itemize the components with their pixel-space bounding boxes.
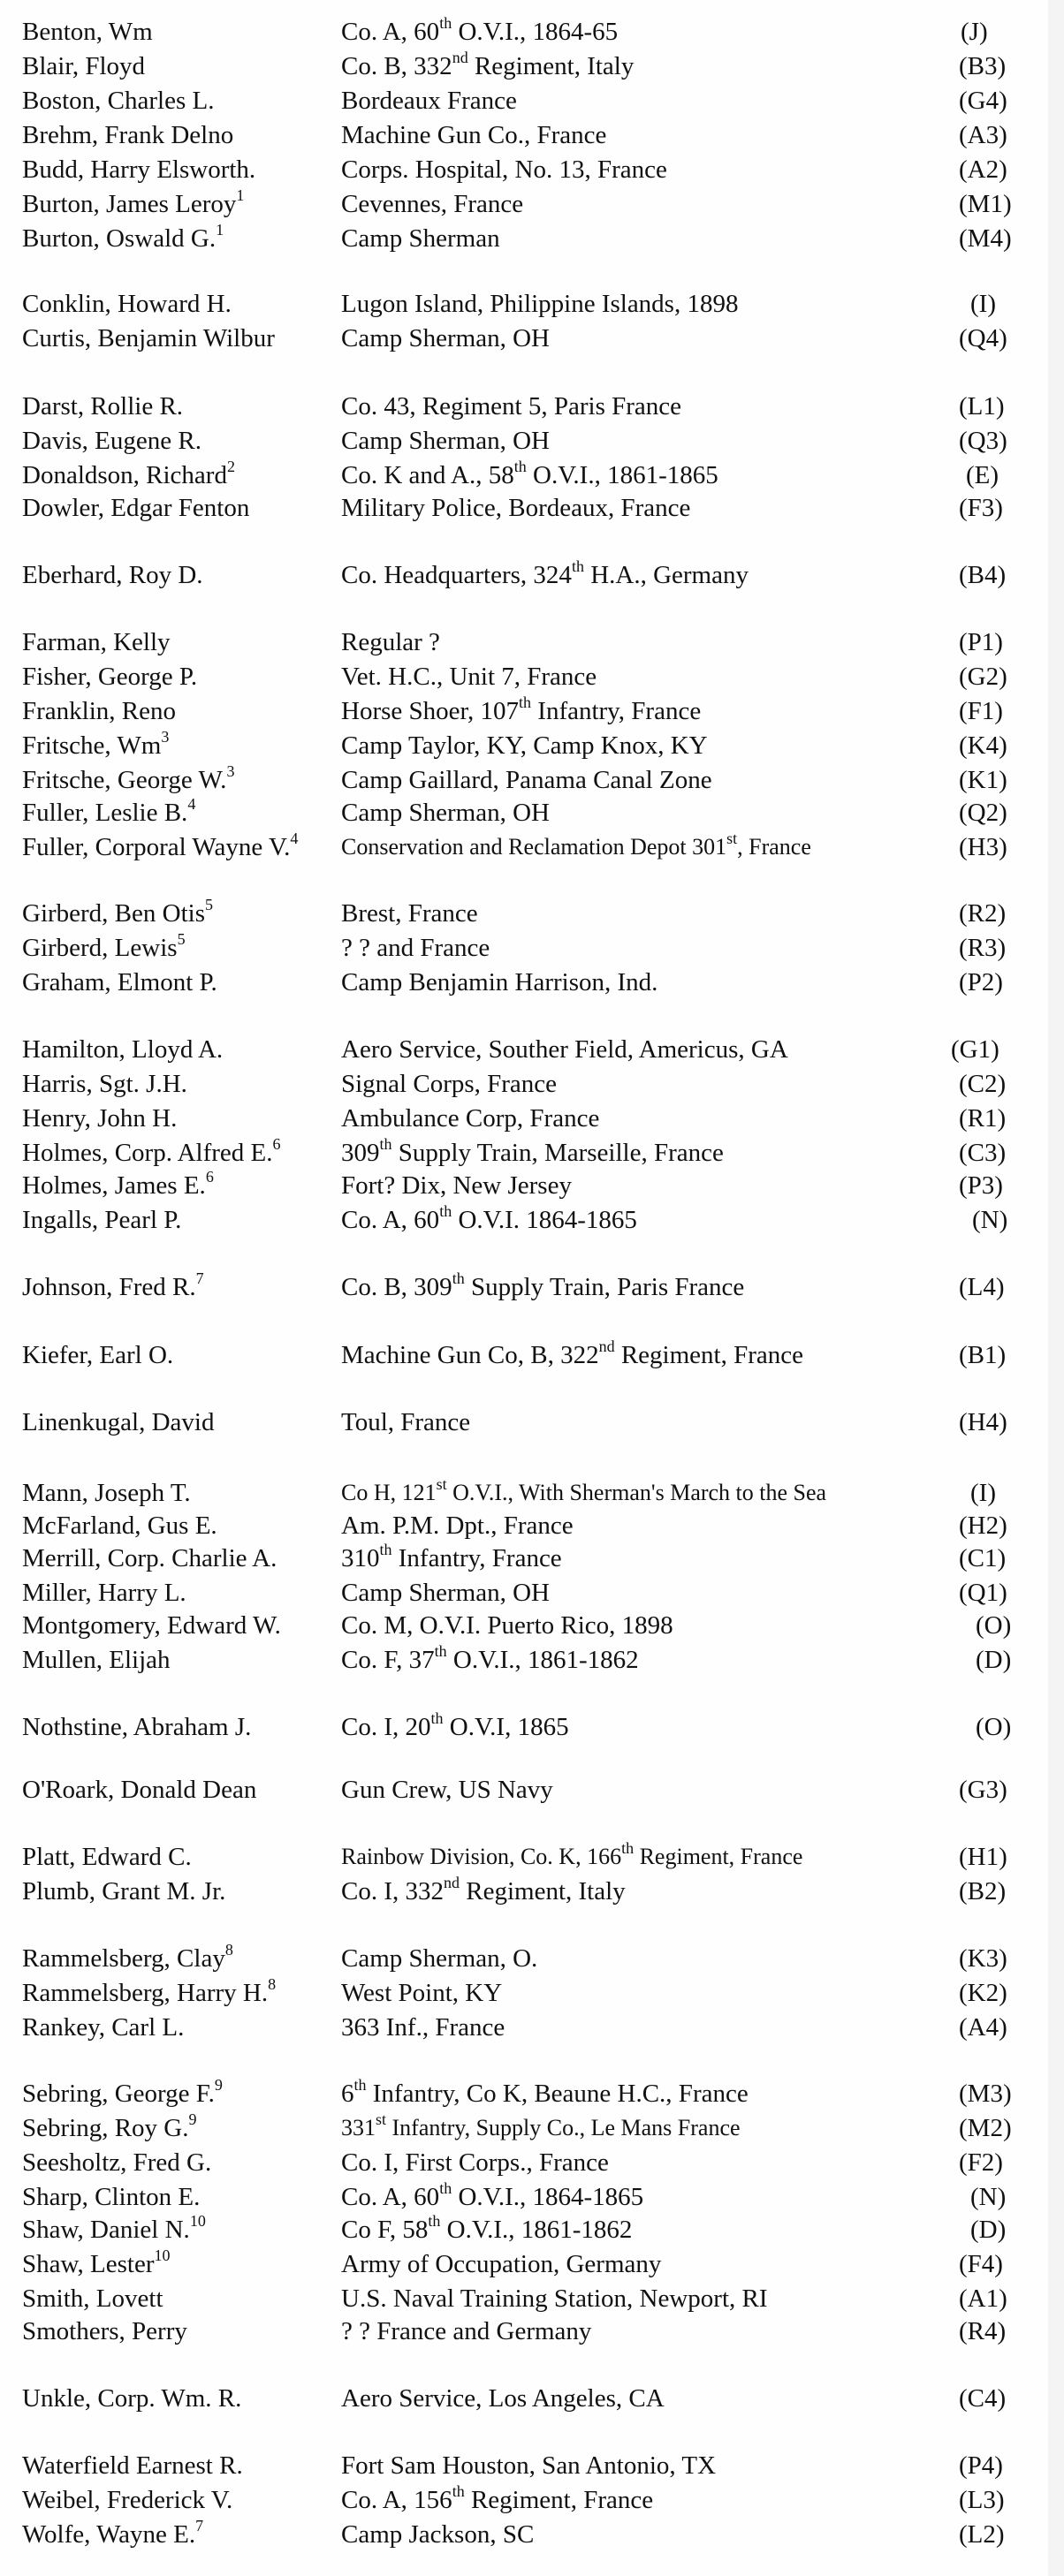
ordinal-suffix: nd [444, 1874, 460, 1892]
roster-entry [0, 491, 1064, 525]
roster-entry [0, 1102, 1064, 1135]
service-record: Co. I, 332nd Regiment, Italy [341, 1874, 626, 1905]
service-record: Corps. Hospital, No. 13, France [341, 155, 667, 184]
location-code: (K3) [959, 1944, 1007, 1973]
roster-entry [0, 458, 1064, 492]
service-record: Co. A, 156th Regiment, France [341, 2482, 654, 2514]
roster-entry [0, 1875, 1064, 1908]
roster-entry [0, 1542, 1064, 1575]
location-code: (B1) [959, 1341, 1007, 1369]
roster-entry [0, 2315, 1064, 2348]
page-edge [1048, 0, 1064, 2576]
roster-entry [0, 118, 1064, 152]
location-code: (K2) [959, 1979, 1007, 2007]
soldier-name: Holmes, Corp. Alfred E.$^6$ [22, 1135, 281, 1167]
ordinal-suffix: th [519, 693, 532, 712]
location-code: (P3) [959, 1171, 1003, 1200]
footnote-marker: 9 [214, 2076, 223, 2095]
ordinal-suffix: st [726, 830, 738, 848]
roster-entry [0, 390, 1064, 423]
service-record: Machine Gun Co., France [341, 121, 607, 149]
roster-entry [0, 1169, 1064, 1202]
location-code: (O) [976, 1611, 1012, 1640]
soldier-name: Eberhard, Roy D. [22, 561, 203, 589]
location-code: (D) [970, 2216, 1007, 2244]
soldier-name: Sharp, Clinton E. [22, 2183, 201, 2211]
roster-entry [0, 2213, 1064, 2246]
soldier-name: Rankey, Carl L. [22, 2013, 185, 2042]
service-record: Military Police, Bordeaux, France [341, 494, 691, 522]
ordinal-suffix: st [376, 2110, 387, 2129]
service-record: Camp Benjamin Harrison, Ind. [341, 968, 658, 996]
roster-entry [0, 1710, 1064, 1744]
footnote-marker: 3 [226, 762, 235, 781]
ordinal-suffix: nd [452, 49, 468, 67]
soldier-name: Mann, Joseph T. [22, 1479, 191, 1507]
soldier-name: Burton, James Leroy$^1$ [22, 186, 245, 218]
footnote-marker: 2 [226, 458, 235, 476]
location-code: (R3) [959, 934, 1007, 962]
location-code: (D) [976, 1646, 1012, 1674]
soldier-name: Waterfield Earnest R. [22, 2451, 243, 2480]
footnote-marker: 8 [224, 1941, 233, 1959]
service-record: Fort Sam Houston, San Antonio, TX [341, 2451, 717, 2480]
location-code: (H4) [959, 1408, 1007, 1436]
location-code: (G2) [959, 663, 1007, 691]
soldier-name: Linenkugal, David [22, 1408, 215, 1436]
soldier-name: Benton, Wm [22, 18, 153, 46]
soldier-name: Franklin, Reno [22, 697, 176, 725]
footnote-marker: 3 [161, 728, 170, 746]
service-record: Ambulance Corp, France [341, 1104, 600, 1133]
soldier-name: Merrill, Corp. Charlie A. [22, 1544, 277, 1572]
location-code: (H1) [959, 1843, 1007, 1871]
ordinal-suffix: th [428, 2212, 441, 2231]
roster-entry [0, 558, 1064, 592]
service-record: Lugon Island, Philippine Islands, 1898 [341, 290, 739, 318]
roster-entry [0, 2111, 1064, 2145]
roster-entry [0, 153, 1064, 186]
location-code: (M3) [959, 2080, 1012, 2108]
soldier-name: Plumb, Grant M. Jr. [22, 1877, 226, 1905]
location-code: (P2) [959, 968, 1003, 996]
service-record: Camp Gaillard, Panama Canal Zone [341, 766, 712, 794]
roster-entry [0, 2247, 1064, 2281]
location-code: (A4) [959, 2013, 1007, 2042]
service-record: Camp Jackson, SC [341, 2520, 535, 2549]
service-record: Army of Occupation, Germany [341, 2250, 662, 2278]
roster-entry [0, 2518, 1064, 2551]
service-record: 309th Supply Train, Marseille, France [341, 1135, 724, 1167]
location-code: (G4) [959, 87, 1007, 115]
roster-entry [0, 2146, 1064, 2179]
roster-entry [0, 1270, 1064, 1304]
service-record: Camp Sherman, OH [341, 799, 550, 827]
soldier-name: Graham, Elmont P. [22, 968, 217, 996]
roster-entry [0, 2382, 1064, 2415]
service-record: Co. A, 60th O.V.I. 1864-1865 [341, 1202, 637, 1234]
location-code: (L3) [959, 2486, 1005, 2514]
service-record: Rainbow Division, Co. K, 166th Regiment, France [341, 1839, 803, 1869]
soldier-name: Blair, Floyd [22, 52, 146, 80]
soldier-name: Girberd, Lewis$^5$ [22, 930, 186, 962]
service-record: Brest, France [341, 899, 478, 928]
soldier-name: Weibel, Frederick V. [22, 2486, 233, 2514]
roster-entry [0, 1338, 1064, 1372]
location-code: (E) [966, 461, 999, 489]
soldier-name: Darst, Rollie R. [22, 392, 184, 420]
service-record: Camp Sherman, OH [341, 324, 550, 352]
location-code: (K1) [959, 766, 1007, 794]
service-record: Regular ? [341, 628, 440, 656]
location-code: (M4) [959, 224, 1012, 253]
roster-entry [0, 1136, 1064, 1170]
location-code: (F1) [959, 697, 1003, 725]
soldier-name: Seesholtz, Fred G. [22, 2148, 212, 2177]
location-code: (B4) [959, 561, 1007, 589]
soldier-name: Shaw, Lester$^{10}$ [22, 2246, 171, 2278]
ordinal-suffix: nd [598, 1337, 615, 1356]
service-record: Camp Sherman, OH [341, 1579, 550, 1607]
location-code: (Q3) [959, 427, 1007, 455]
service-record: 310th Infantry, France [341, 1541, 562, 1572]
ordinal-suffix: th [379, 1135, 392, 1154]
location-code: (A2) [959, 155, 1007, 184]
service-record: Am. P.M. Dpt., France [341, 1512, 574, 1540]
ordinal-suffix: st [436, 1475, 447, 1494]
location-code: (G3) [959, 1776, 1007, 1804]
roster-entry [0, 931, 1064, 965]
soldier-name: Davis, Eugene R. [22, 427, 201, 455]
location-code: (N) [972, 1206, 1008, 1234]
roster-entry [0, 1033, 1064, 1066]
service-record: Co. A, 60th O.V.I., 1864-65 [341, 14, 619, 46]
roster-entry [0, 897, 1064, 930]
roster-entry [0, 694, 1064, 728]
service-record: Camp Sherman, O. [341, 1944, 538, 1973]
soldier-name: Smith, Lovett [22, 2284, 163, 2313]
roster-entry [0, 1643, 1064, 1677]
footnote-marker: 9 [188, 2110, 197, 2129]
soldier-name: Ingalls, Pearl P. [22, 1206, 182, 1234]
ordinal-suffix: th [439, 2179, 452, 2198]
ordinal-suffix: th [430, 1709, 444, 1728]
location-code: (R2) [959, 899, 1007, 928]
location-code: (A3) [959, 121, 1007, 149]
soldier-name: Brehm, Frank Delno [22, 121, 234, 149]
soldier-name: Holmes, James E.$^6$ [22, 1168, 214, 1200]
service-record: Co F, 58th O.V.I., 1861-1862 [341, 2212, 633, 2244]
location-code: (N) [970, 2183, 1007, 2211]
service-record: Vet. H.C., Unit 7, France [341, 663, 597, 691]
ordinal-suffix: th [434, 1642, 447, 1661]
location-code: (Q1) [959, 1579, 1007, 1607]
location-code: (H3) [959, 833, 1007, 861]
service-record: Co. 43, Regiment 5, Paris France [341, 392, 682, 420]
service-record: Conservation and Reclamation Depot 301st, France [341, 830, 811, 860]
service-record: Bordeaux France [341, 87, 517, 115]
service-record: Co. B, 309th Supply Train, Paris France [341, 1269, 745, 1301]
footnote-marker: 7 [195, 2517, 204, 2535]
footnote-marker: 6 [272, 1135, 281, 1154]
service-record: U.S. Naval Training Station, Newport, RI [341, 2284, 768, 2313]
location-code: (F4) [959, 2250, 1003, 2278]
ordinal-suffix: th [439, 14, 452, 33]
location-code: (C1) [959, 1544, 1007, 1572]
soldier-name: Girberd, Ben Otis$^5$ [22, 896, 213, 928]
location-code: (L1) [959, 392, 1005, 420]
roster-entry [0, 84, 1064, 117]
soldier-name: Boston, Charles L. [22, 87, 215, 115]
roster-entry [0, 2180, 1064, 2214]
service-record: ? ? France and Germany [341, 2317, 592, 2345]
service-record: Co. I, First Corps., France [341, 2148, 609, 2177]
footnote-marker: 5 [205, 896, 213, 914]
service-record: Horse Shoer, 107th Infantry, France [341, 693, 702, 725]
roster-entry [0, 1942, 1064, 1975]
ordinal-suffix: th [452, 1269, 465, 1288]
roster-entry [0, 187, 1064, 221]
service-record: Machine Gun Co, B, 322nd Regiment, France [341, 1337, 804, 1369]
soldier-name: Conklin, Howard H. [22, 290, 232, 318]
roster-entry [0, 729, 1064, 762]
soldier-name: Johnson, Fred R.$^7$ [22, 1269, 204, 1301]
service-record: Camp Taylor, KY, Camp Knox, KY [341, 731, 708, 760]
location-code: (L2) [959, 2520, 1005, 2549]
service-record: 331st Infantry, Supply Co., Le Mans France [341, 2110, 741, 2140]
soldier-name: Mullen, Elijah [22, 1646, 171, 1674]
service-record: West Point, KY [341, 1979, 503, 2007]
service-record: Fort? Dix, New Jersey [341, 1171, 572, 1200]
soldier-name: O'Roark, Donald Dean [22, 1776, 257, 1804]
roster-entry [0, 2077, 1064, 2110]
location-code: (C4) [959, 2384, 1007, 2413]
service-record: 6th Infantry, Co K, Beaune H.C., France [341, 2076, 749, 2108]
soldier-name: Fritsche, Wm$^3$ [22, 728, 170, 760]
service-record: Co. B, 332nd Regiment, Italy [341, 49, 635, 80]
roster-entry [0, 660, 1064, 693]
location-code: (B2) [959, 1877, 1007, 1905]
service-record: Toul, France [341, 1408, 471, 1436]
soldier-name: Donaldson, Richard$^2$ [22, 458, 235, 489]
location-code: (B3) [959, 52, 1007, 80]
footnote-marker: 4 [187, 795, 196, 814]
roster-entry [0, 1405, 1064, 1439]
location-code: (F3) [959, 494, 1003, 522]
roster-entry [0, 625, 1064, 659]
footnote-marker: 8 [268, 1975, 277, 1994]
soldier-name: Sebring, Roy G.$^9$ [22, 2110, 197, 2142]
service-record: Co. I, 20th O.V.I, 1865 [341, 1709, 569, 1741]
location-code: (A1) [959, 2284, 1007, 2313]
ordinal-suffix: th [353, 2076, 367, 2095]
ordinal-suffix: th [439, 1202, 452, 1221]
soldier-name: Montgomery, Edward W. [22, 1611, 281, 1640]
soldier-name: Budd, Harry Elsworth. [22, 155, 256, 184]
soldier-name: Kiefer, Earl O. [22, 1341, 174, 1369]
footnote-marker: 7 [195, 1269, 204, 1288]
roster-entry [0, 287, 1064, 321]
location-code: (G1) [951, 1035, 999, 1064]
ordinal-suffix: th [452, 2482, 465, 2501]
footnote-marker: 5 [177, 930, 186, 949]
location-code: (P4) [959, 2451, 1003, 2480]
ordinal-suffix: th [621, 1839, 635, 1858]
service-record: Co. K and A., 58th O.V.I., 1861-1865 [341, 458, 718, 489]
roster-entry [0, 1840, 1064, 1874]
roster-entry [0, 966, 1064, 999]
service-record: Aero Service, Souther Field, Americus, GA [341, 1035, 788, 1064]
location-code: (F2) [959, 2148, 1003, 2177]
location-code: (C2) [959, 1070, 1007, 1098]
soldier-name: Rammelsberg, Harry H.$^8$ [22, 1975, 277, 2007]
soldier-name: Hamilton, Lloyd A. [22, 1035, 224, 1064]
location-code: (M1) [959, 190, 1012, 218]
service-record: Co. M, O.V.I. Puerto Rico, 1898 [341, 1611, 673, 1640]
footnote-marker: 10 [189, 2212, 206, 2231]
soldier-name: Curtis, Benjamin Wilbur [22, 324, 275, 352]
service-record: ? ? and France [341, 934, 490, 962]
soldier-name: Shaw, Daniel N.$^{10}$ [22, 2212, 206, 2244]
service-record: Co H, 121st O.V.I., With Sherman's March to the Sea [341, 1475, 827, 1505]
roster-entry [0, 424, 1064, 458]
footnote-marker: 6 [205, 1168, 214, 1186]
footnote-marker: 4 [290, 830, 299, 848]
ordinal-suffix: th [571, 557, 584, 576]
location-code: (Q2) [959, 799, 1007, 827]
roster-entry [0, 322, 1064, 355]
soldier-name: Wolfe, Wayne E.$^7$ [22, 2517, 204, 2549]
service-record: Aero Service, Los Angeles, CA [341, 2384, 665, 2413]
service-record: Co. F, 37th O.V.I., 1861-1862 [341, 1642, 639, 1674]
soldier-name: Farman, Kelly [22, 628, 171, 656]
roster-entry [0, 830, 1064, 864]
soldier-name: Fisher, George P. [22, 663, 198, 691]
roster-entry [0, 1773, 1064, 1807]
roster-entry [0, 796, 1064, 830]
soldier-name: Rammelsberg, Clay$^8$ [22, 1941, 233, 1973]
location-code: (M2) [959, 2114, 1012, 2142]
soldier-name: Unkle, Corp. Wm. R. [22, 2384, 242, 2413]
soldier-name: Nothstine, Abraham J. [22, 1713, 252, 1741]
roster-entry [0, 1067, 1064, 1101]
service-record: Signal Corps, France [341, 1070, 558, 1098]
roster-entry [0, 1203, 1064, 1237]
soldier-name: Platt, Edward C. [22, 1843, 192, 1871]
soldier-name: Miller, Harry L. [22, 1579, 186, 1607]
service-record: Camp Sherman, OH [341, 427, 550, 455]
service-record: Co. A, 60th O.V.I., 1864-1865 [341, 2179, 644, 2211]
roster-entry [0, 1976, 1064, 2010]
service-record: Camp Sherman [341, 224, 500, 253]
soldier-name: Henry, John H. [22, 1104, 178, 1133]
service-record: Cevennes, France [341, 190, 524, 218]
soldier-name: Burton, Oswald G.$^1$ [22, 221, 224, 253]
location-code: (Q4) [959, 324, 1007, 352]
location-code: (K4) [959, 731, 1007, 760]
soldier-name: Fritsche, George W.$^3$ [22, 762, 235, 794]
location-code: (O) [976, 1713, 1012, 1741]
location-code: (J) [961, 18, 988, 46]
location-code: (H2) [959, 1512, 1007, 1540]
service-record: Co. Headquarters, 324th H.A., Germany [341, 557, 749, 589]
location-code: (P1) [959, 628, 1003, 656]
soldier-name: Fuller, Corporal Wayne V.$^4$ [22, 830, 299, 861]
roster-entry [0, 1609, 1064, 1642]
soldier-name: McFarland, Gus E. [22, 1512, 217, 1540]
footnote-marker: 1 [236, 186, 245, 205]
footnote-marker: 1 [216, 221, 224, 239]
location-code: (L4) [959, 1273, 1005, 1301]
soldier-name: Smothers, Perry [22, 2317, 187, 2345]
location-code: (I) [970, 1479, 996, 1507]
soldier-name: Fuller, Leslie B.$^4$ [22, 795, 196, 827]
roster-entry [0, 2483, 1064, 2517]
ordinal-suffix: th [379, 1541, 392, 1559]
soldier-name: Sebring, George F.$^9$ [22, 2076, 223, 2108]
footnote-marker: 10 [154, 2246, 171, 2265]
service-record: 363 Inf., France [341, 2013, 505, 2042]
roster-entry [0, 2282, 1064, 2315]
roster-entry [0, 763, 1064, 797]
soldier-name: Dowler, Edgar Fenton [22, 494, 250, 522]
roster-entry [0, 1576, 1064, 1610]
roster-entry [0, 1509, 1064, 1542]
location-code: (R1) [959, 1104, 1007, 1133]
roster-entry [0, 222, 1064, 255]
location-code: (C3) [959, 1139, 1007, 1167]
roster-entry [0, 15, 1064, 49]
location-code: (I) [970, 290, 996, 318]
location-code: (R4) [959, 2317, 1007, 2345]
roster-entry [0, 2449, 1064, 2482]
roster-entry [0, 2011, 1064, 2044]
roster-entry [0, 1476, 1064, 1510]
roster-entry [0, 49, 1064, 83]
soldier-name: Harris, Sgt. J.H. [22, 1070, 187, 1098]
ordinal-suffix: th [513, 458, 527, 476]
service-record: Gun Crew, US Navy [341, 1776, 553, 1804]
